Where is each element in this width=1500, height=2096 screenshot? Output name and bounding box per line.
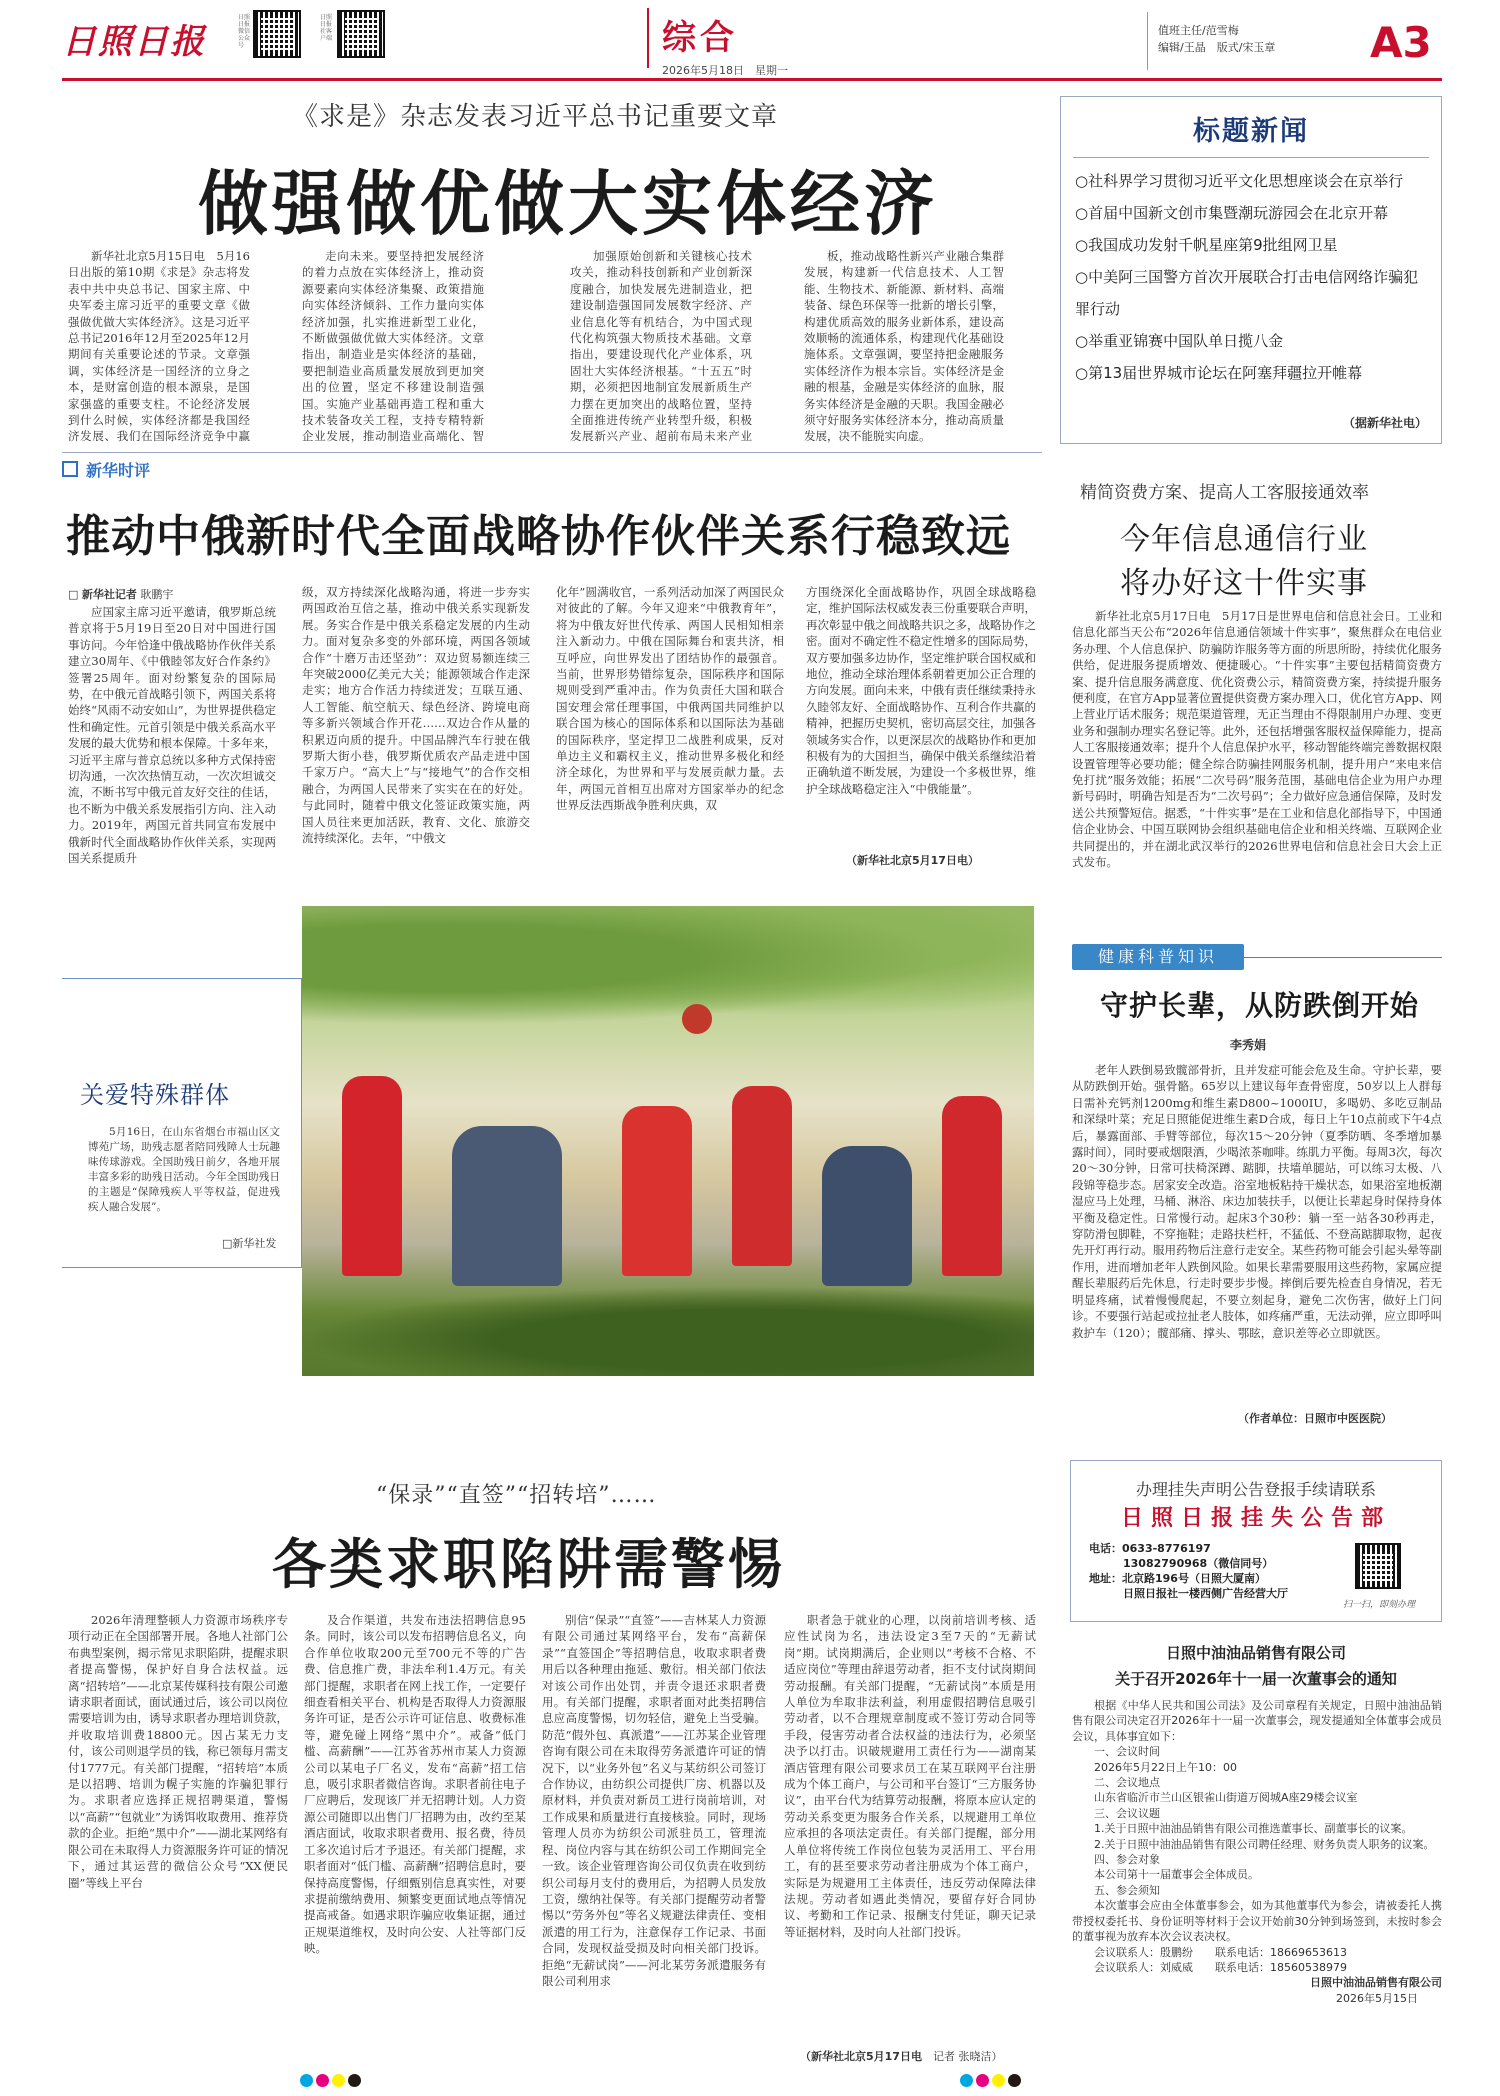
news-photo — [302, 906, 1034, 1376]
health-author: 李秀娟 — [1230, 1038, 1267, 1052]
volunteer-2 — [622, 1106, 692, 1276]
lost-notice-scan: 扫一扫，即刻办理 — [1343, 1600, 1416, 1610]
board-company: 日照中油油品销售有限公司 — [1165, 1644, 1346, 1662]
lead-col-1: 新华社北京5月15日电 5月16日出版的第10期《求是》杂志将发表中共中央总书记、国家主席、中央军委主席习近平的重要文章《做强做优做大实体经济》。这是习近平总书记2016年12月至2025年12月期间有关重要论述的节录。文章强调，实体经济是一国经济的立身之本，是财富创造的根本源泉，是国家强盛的重要支柱。不论经济发展到什么时候，实体经济都是我国经济发展、我们在国际经济竞争中赢 — [68, 249, 250, 444]
caption-text: 5月16日，在山东省烟台市福山区文博苑广场，助残志愿者陪同残障人士玩趣味传球游戏。全国助残日前夕，各地开展丰富多彩的助残日活动。今年全国助残日的主题是“保障残疾人平等权益，促进残疾人融合发展”。 — [88, 1126, 280, 1213]
register-dot — [300, 2074, 313, 2087]
commentary-tag-text: 新华时评 — [86, 461, 151, 480]
commentary-col-2: 级，双方持续深化战略沟通，将进一步夯实两国政治互信之基，推动中俄关系实现新发展。务实合作是中俄关系稳定发展的内生动力。面对复杂多变的外部环境，两国各领域合作“十磨万击还坚劲”：双边贸易额连续三年突破2000亿美元大关；能源领域合作走深走实；地方合作活力持续迸发；互联互通、人工智能、航空航天、绿色经济、跨境电商等多新兴领域合作开花……双边合作从量的积累迈向质的提升。中国品牌汽车行驶在俄罗斯大街小巷，俄罗斯优质农产品走进中国千家万户。“高大上”与“接地气”的合作交相融合，为两国人民带来了实实在在的好处。与此同时，随着中俄文化签证政策实施，两国人员往来更加活跃，教育、文化、旅游交流持续深化。去年，“中俄文 — [302, 585, 530, 846]
commentary-col-3: 化年”圆满收官，一系列活动加深了两国民众对彼此的了解。今年又迎来“中俄教育年”，将为中俄友好世代传承、两国人民相知相亲注入新动力。中俄在国际舞台和衷共济，相互呼应，向世界发出了团结协作的最强音。当前，世界形势错综复杂，国际秩序和国际规则受到严重冲击。作为负责任大国和联合国安理会常任理事国，中俄两国共同维护以联合国为核心的国际体系和以国际法为基础的国际秩序，坚定捍卫二战胜利成果，反对单边主义和霸权主义，推动世界多极化和经济全球化，为世界和平与发展贡献力量。去年，两国元首相互出席对方国家举办的纪念世界反法西斯战争胜利庆典，双 — [556, 585, 784, 813]
qr2-caption: 日照日报社客户端 — [320, 14, 333, 42]
list-item[interactable] — [1075, 229, 1431, 261]
health-body: 老年人跌倒易致髋部骨折，且并发症可能会危及生命。守护长辈，要从防跌倒开始。强骨骼。65岁以上建议每年查骨密度，50岁以上人群每日需补充钙剂1200mg和维生素D800~1000IU，多喝奶、多吃豆制品和深绿叶菜；充足日照能促进维生素D合成，每日上午10点前或下午4点后，暴露面部、手臂等部位，每次15～20分钟（夏季防晒、冬季增加暴露时间），同时要戒烟限酒，少喝浓茶咖啡。练肌力平衡。每周3次，每次20～30分钟，日常可扶椅深蹲、踮脚，扶墙单腿站，可以练习太极、八段锦等稳步态。居家安全改造。浴室地板粘持干燥状态，如果浴室地板潮湿应马上处理，马桶、淋浴、床边加装扶手，以便让长辈起身时保持身体平衡及稳定性。日常慢行动。起床3个30秒：躺一至一站各30秒再走，穿防滑包脚鞋，不穿拖鞋；走路扶栏杆，不猛低、不登高踮脚取物，起夜先开灯再行动。服用药物后注意行走安全。某些药物可能会引起头晕等副作用，进而增加老年人跌倒风险。如果长辈需要服用这些药物，家属应提醒长辈服药后先休息，行走时要步步慢。摔倒后要先检查自身情况，若无明显疼痛，试着慢慢爬起，不要立刻起身，避免二次伤害，做好上门问诊。不要强行站起或拉扯老人肢体，如疼痛严重，无法动弹，应立即呼叫救护车（120）；髋部痛、撑头、鄂眩，意识差等必立即就医。 — [1072, 1063, 1442, 1340]
register-dot — [316, 2074, 329, 2087]
commentary-headline: 推动中俄新时代全面战略协作伙伴关系行稳致远 — [66, 511, 1011, 562]
editor-info — [1158, 22, 1275, 56]
board-s5v: 本次董事会应由全体董事参会，如为其他董事代为参会，请被委托人携带授权委托书、身份证明等材料于会议开始前30分钟到场签到，未按时参会的董事视为放弃本次会议表决权。 — [1072, 1899, 1442, 1944]
byline-name: 耿鹏宇 — [140, 588, 174, 601]
health-tag-text: 健康科普知识 — [1097, 947, 1218, 966]
masthead-logo: 日照日报 — [62, 22, 206, 62]
layout-text: 版式/宋玉章 — [1216, 41, 1276, 54]
jobs-col-2: 及合作渠道，共发布违法招聘信息95条。同时，该公司以发布招聘信息名义，向合作单位收取200元至700元不等的广告费、信息推广费，非法牟利1.4万元。有关部门提醒，求职者在网上找工作，一定要仔细查看相关平台、机构是否取得人力资源服务许可证，是否公示许可证信息、收费标准等，避免碰上网络“黑中介”。戒备“低门槛、高薪酬”——江苏省苏州市某人力资源公司以某电子厂名义，发布“高薪”招工信息，吸引求职者微信咨询。求职者前往电子厂应聘后，发现该厂并无招聘计划。人力资源公司随即以出售门厂招聘为由，改约至某酒店面试，收取求职者费用、报名费，待员工多次追讨后才予退还。有关部门提醒，求职者面对“低门槛、高薪酬”招聘信息时，要保持高度警惕，仔细甄别信息真实性，对要求提前缴纳费用、频繁变更面试地点等情况提高戒备。如遇求职诈骗应收集证据，通过正规渠道维权，及时向公安、人社等部门反映。 — [304, 1613, 526, 1956]
health-headline: 守护长辈，从防跌倒开始 — [1100, 989, 1420, 1022]
telecom-kicker: 精简资费方案、提高人工客服接通效率 — [1080, 483, 1369, 503]
lost-notice-contacts — [1089, 1541, 1288, 1601]
addr-row — [1089, 1571, 1288, 1586]
lost-notice-dept: 日照日报挂失公告部 — [1120, 1506, 1391, 1531]
board-s1v: 2026年5月22日上午10：00 — [1094, 1760, 1237, 1774]
byline-label: 新华社记者 — [81, 588, 137, 601]
qr1-caption: 日照日报微信公众号 — [238, 14, 251, 49]
headlines-box-title: 标题新闻 — [1193, 116, 1309, 147]
headline-item-text: 第13届世界城市论坛在阿塞拜疆拉开帷幕 — [1088, 364, 1363, 382]
headlines-source: （据新华社电） — [1342, 416, 1427, 430]
jobs-reporter-label: 记者 — [932, 2050, 955, 2063]
masthead-vert-rule — [1147, 12, 1148, 70]
lost-notice-qr-icon — [1355, 1543, 1401, 1589]
board-date: 2026年5月15日 — [1336, 1991, 1418, 2005]
jobs-col-4: 职者急于就业的心理，以岗前培训考核、适应性试岗为名，违法设定3至7天的“无薪试岗”期。试岗期满后，企业则以“考核不合格、不适应岗位”等理由辞退劳动者，拒不支付试岗期间劳动报酬。有关部门提醒，“无薪试岗”本质是用人单位为牟取非法利益，利用虚假招聘信息吸引劳动者，以不合理规章制度或不签订劳动合同等手段，侵害劳动者合法权益的违法行为，必须坚决予以打击。识破规避用工责任行为——湖南某酒店管理有限公司要求员工在某互联网平台注册成为个体工商户，与公司和平台签订“三方服务协议”，由平台代为结算劳动报酬，将原本应认定的劳动关系变更为服务合作关系，以规避用工单位应承担的各项法定责任。有关部门提醒，部分用人单位将传统工作岗位包装为灵活用工、平台用工，有的甚至要求劳动者注册成为个体工商户，实际是为规避用工主体责任，违反劳动保障法律法规。劳动者如遇此类情况，要留存好合同协议、考勤和工作记录、报酬支付凭证，聊天记录等证据材料，及时向人社部门投诉。 — [784, 1613, 1036, 1939]
jobs-col-3: 别信“保录”“直签”——吉林某人力资源有限公司通过某网络平台，发布“高薪保录”“直签国企”等招聘信息，收取求职者费用后以各种理由拖延、敷衍。相关部门依法对该公司作出处罚，并责令退还求职者费用。有关部门提醒，求职者面对此类招聘信息应高度警惕，切勿轻信，避免上当受骗。防范“假外包、真派遣”——江苏某企业管理咨询有限公司在未取得劳务派遣许可证的情况下，以“业务外包”名义与某纺织公司签订合作协议，由纺织公司提供厂房、机器以及原材料，并负责对新员工进行岗前培训，对工作成果和质量进行直接核验。同时，现场管理人员亦为纺织公司派驻员工，管理流程、岗位内容与其在纺织公司工作期间完全一致。该企业管理咨询公司仅负责在收到纺织公司每月支付的费用后，为招聘人员发放工资，缴纳社保等。有关部门提醒劳动者警惕以“劳务外包”等名义规避法律责任、变相派遣的用工行为，注意保存工作记录、书面合同，发现权益受损及时向相关部门投诉。拒绝“无薪试岗”——河北某劳务派遣服务有限公司利用求 — [542, 1613, 766, 1988]
board-s5: 五、参会须知 — [1094, 1883, 1160, 1897]
register-dot — [1008, 2074, 1021, 2087]
editor-on-duty: 值班主任/范雪梅 — [1158, 24, 1239, 37]
jobs-dateline-text: （新华社北京5月17日电 — [800, 2050, 922, 2063]
weekday-text: 星期一 — [755, 64, 788, 77]
color-register-left — [300, 2072, 364, 2091]
health-tag-rule — [1244, 957, 1442, 958]
page-number: A3 — [1370, 18, 1432, 67]
lead-headline: 做强做优做大实体经济 — [198, 162, 938, 245]
headline-item-text: 举重亚锦赛中国队单日揽八金 — [1088, 332, 1284, 350]
headline-item-text: 首届中国新文创市集暨潮玩游园会在北京开幕 — [1088, 204, 1389, 222]
volunteer-1 — [342, 1076, 402, 1276]
board-title: 关于召开2026年十一届一次董事会的通知 — [1115, 1670, 1397, 1688]
board-intro: 根据《中华人民共和国公司法》及公司章程有关规定，日照中油油品销售有限公司决定召开2026年十一届一次董事会，现发提通知全体董事会成员会议，具体事宜如下： — [1072, 1699, 1442, 1743]
masthead-divider — [647, 8, 649, 68]
board-contact-1: 会议联系人：殷鹏纷 联系电话：18669653613 — [1094, 1945, 1347, 1959]
ball — [682, 1004, 712, 1034]
qr-code-2-icon — [337, 10, 385, 58]
board-s4: 四、参会对象 — [1094, 1853, 1160, 1867]
phone-row — [1089, 1541, 1288, 1556]
circle-bullet-icon: ○ — [1075, 236, 1089, 254]
register-dot — [992, 2074, 1005, 2087]
headlines-box — [1060, 96, 1442, 444]
headlines-title-rule — [1073, 157, 1429, 158]
health-author-unit: （作者单位：日照市中医医院） — [1238, 1412, 1392, 1425]
commentary-byline — [68, 586, 173, 602]
circle-bullet-icon: ○ — [1075, 268, 1089, 286]
lead-col-3: 加强原始创新和关键核心技术攻关，推动科技创新和产业创新深度融合，加快发展先进制造业，把建设制造强国同发展数字经济、产业信息化等有机结合，为中国式现代化构筑强大物质技术基础。文章指出，要建设现代化产业体系，巩固壮大实体经济根基。“十五五”时期，必须把因地制宜发展新质生产力摆在更加突出的战略位置，坚持全面推进传统产业转型升级，积极发展新兴产业、超前布局未来产业 — [570, 249, 752, 444]
circle-bullet-icon: ○ — [1075, 172, 1089, 190]
board-contact-2: 会议联系人：刘威威 联系电话：18560538979 — [1094, 1960, 1347, 1974]
register-dot — [960, 2074, 973, 2087]
list-item[interactable] — [1075, 357, 1431, 389]
telecom-body: 新华社北京5月17日电 5月17日是世界电信和信息社会日。工业和信息化部当天公布“2026年信息通信领域十件实事”，聚焦群众在电信业务办理、个人信息保护、防骗防诈服务等方面的所思所盼，持续优化服务供给，促进服务提质增效、便捷暖心。“十件实事”主要包括精简资费方案、提升信息服务满意度、优化资费公示，精简资费方案，持续提升服务便利度，在官方App显著位置提供资费方案办理入口，优化官方App、网上营业厅话术服务；规范渠道管理，无正当理由不得限制用户办理、变更业务和强制办理实名登记等。此外，还包括增强客服权益保障能力，提高人工客服接通效率；提升个人信息保护水平，移动智能终端完善数据权限设置管理等必要功能；健全综合防骗挂网服务机制，提升用户“来电来信免打扰”服务效能；拓展“二次号码”服务范围，基础电信企业为用户办理新号码时，明确告知是否为“二次号码”；全力做好应急通信保障，及时发送公共预警短信。据悉，“十件实事”是在工业和信息化部指导下，中国通信企业协会、中国互联网协会组织基础电信企业和相关终端、互联网企业共同提出的，并在湖北武汉举行的2026世界电信和信息社会日大会上正式发布。 — [1072, 609, 1442, 870]
addr-row-2: 日照日报社一楼西侧广告经营大厅 — [1123, 1587, 1288, 1600]
register-dot — [976, 2074, 989, 2087]
board-s3v1: 1.关于日照中油油品销售有限公司推选董事长、副董事长的议案。 — [1094, 1822, 1413, 1836]
qr-code-1-icon — [253, 10, 301, 58]
board-sign: 日照中油油品销售有限公司 — [1310, 1976, 1442, 1990]
jobs-reporter-name: 张晓洁） — [958, 2050, 1003, 2063]
lead-col-2: 走向未来。要坚持把发展经济的着力点放在实体经济上，推动资源要素向实体经济集聚、政策措施向实体经济倾斜、工作力量向实体经济加强，扎实推进新型工业化，不断做强做优做大实体经济。文章指出，制造业是实体经济的基础，要把制造业高质量发展放到更加突出的位置，坚定不移建设制造强国。实施产业基础再造工程和重大技术装备攻关工程，支持专精特新企业发展，推动制造业高端化、智 — [302, 249, 484, 444]
byline-square-icon: □ — [68, 588, 79, 601]
circle-bullet-icon: ○ — [1075, 364, 1089, 382]
board-s2: 二、会议地点 — [1094, 1776, 1160, 1790]
list-item[interactable] — [1075, 165, 1431, 197]
commentary-col-1: 应国家主席习近平邀请，俄罗斯总统普京将于5月19日至20日对中国进行国事访问。今年恰逢中俄战略协作伙伴关系建立30周年、《中俄睦邻友好合作条约》签署25周年。面对纷繁复杂的国际局势，在中俄元首战略引领下，两国关系将始终“风雨不动安如山”，为世界提供稳定性和确定性。元首引领是中俄关系高水平发展的最大优势和根本保障。十多年来，习近平主席与普京总统以多种方式保持密切沟通，一次次热情互动，一次次坦诚交流，不断书写中俄元首友好交往的佳话，也不断为中俄关系发展指引方向、注入动力。2019年，两国元首共同宣布发展中俄新时代全面战略协作伙伴关系，实现两国关系提质升 — [68, 605, 276, 866]
list-item[interactable] — [1075, 197, 1431, 229]
phone-label: 电话： — [1089, 1542, 1122, 1555]
headline-item-text: 中美阿三国警方首次开展联合打击电信网络诈骗犯罪行动 — [1075, 268, 1419, 318]
board-s3: 三、会议议题 — [1094, 1806, 1160, 1820]
issue-date — [662, 62, 788, 78]
telecom-headline-2: 将办好这十件实事 — [1120, 566, 1368, 601]
lost-notice-box — [1070, 1460, 1442, 1622]
headlines-list — [1075, 165, 1431, 389]
board-body — [1072, 1698, 1442, 2006]
circle-bullet-icon: ○ — [1075, 204, 1089, 222]
commentary-tag — [62, 458, 150, 481]
lost-notice-title: 办理挂失声明公告登报手续请联系 — [1135, 1480, 1376, 1499]
person-wheelchair — [452, 1126, 562, 1286]
phone-1: 0633-8776197 — [1122, 1542, 1211, 1555]
date-text: 2026年5月18日 — [662, 64, 744, 77]
list-item[interactable] — [1075, 325, 1431, 357]
health-tag — [1072, 944, 1244, 970]
commentary-dateline: （新华社北京5月17日电） — [846, 854, 979, 867]
section-name: 综合 — [662, 18, 738, 58]
headline-item-text: 社科界学习贯彻习近平文化思想座谈会在京举行 — [1088, 172, 1404, 190]
board-s4v: 本公司第十一届董事会全体成员。 — [1094, 1868, 1259, 1882]
tree-canopy — [302, 906, 1034, 1036]
list-item[interactable] — [1075, 261, 1431, 325]
color-register-right — [960, 2072, 1024, 2091]
caption-title: 关爱特殊群体 — [80, 1081, 230, 1109]
headline-item-text: 我国成功发射千帆星座第9批组网卫星 — [1088, 236, 1338, 254]
phone-row-2: 13082790968（微信同号） — [1123, 1557, 1274, 1570]
commentary-col-4: 方围绕深化全面战略协作，巩固全球战略稳定，维护国际法权威发表三份重要联合声明，再次彰显中俄之间战略共识之多，战略协作之密。面对不确定性不稳定性增多的国际局势，双方要加强多边协作，坚定维护联合国权威和地位，推动全球治理体系朝着更加公正合理的方向发展。面向未来，中俄有责任继续秉持永久睦邻友好、全面战略协作、互利合作共赢的精神，把握历史契机，密切高层交往，加强各领域务实合作，以更深层次的战略协作和更加积极有为的大国担当，确保中俄关系继续沿着正确轨道不断发展，为建设一个多极世界，维护全球战略稳定注入“中俄能量”。 — [806, 585, 1036, 796]
masthead-rule — [62, 78, 1442, 81]
jobs-col-1: 2026年清理整顿人力资源市场秩序专项行动正在全国部署开展。各地人社部门公布典型案例，揭示常见求职陷阱，提醒求职者提高警惕，保护好自身合法权益。远离“招转培”——北京某传媒科技有限公司邀请求职者面试，面试通过后，该公司以岗位需要培训为由，诱导求职者办理培训贷款，并收取培训费18800元。因占某无力支付，该公司则退学员的钱，称已领每月需支付1777元。有关部门提醒，“招转培”本质是以招聘、培训为幌子实施的诈骗犯罪行为。求职者应选择正规招聘渠道，警惕以“高薪”“包就业”为诱饵收取费用、推荐贷款的企业。拒绝“黑中介”——湖北某网络有限公司在未取得人力资源服务许可证的情况下，通过其运营的微信公众号“XX便民圈”等线上平台 — [68, 1613, 288, 1890]
square-tag-icon — [62, 461, 78, 477]
editor-text: 编辑/王晶 — [1158, 41, 1206, 54]
lead-col-4: 板，推动战略性新兴产业融合集群发展，构建新一代信息技术、人工智能、生物技术、新能源、新材料、高端装备、绿色环保等一批新的增长引擎，构建优质高效的服务业新体系，建设高效顺畅的流通体系，构建现代化基础设施体系。文章强调，要坚持把金融服务实体经济作为根本宗旨。实体经济是金融的根基，金融是实体经济的血脉，服务实体经济是金融的天职。我国金融必须守好服务实体经济本分，推动高质量发展，决不能脱实向虚。 — [804, 249, 1004, 444]
telecom-headline-1: 今年信息通信行业 — [1120, 522, 1368, 557]
commentary-top-rule — [62, 452, 1042, 453]
register-dot — [332, 2074, 345, 2087]
board-s1: 一、会议时间 — [1094, 1745, 1160, 1759]
register-dot — [348, 2074, 361, 2087]
editor-names — [1158, 39, 1275, 56]
jobs-headline: 各类求职陷阱需警惕 — [272, 1532, 785, 1596]
caption-credit: □新华社发 — [222, 1237, 277, 1250]
caption-box — [62, 978, 302, 1268]
circle-bullet-icon: ○ — [1075, 332, 1089, 350]
foreground-foliage — [302, 1286, 1034, 1376]
volunteer-4 — [942, 1096, 1002, 1276]
board-s3v2: 2.关于日照中油油品销售有限公司聘任经理、财务负责人职务的议案。 — [1094, 1837, 1435, 1851]
person-seated — [822, 1146, 912, 1286]
volunteer-3 — [732, 1086, 792, 1266]
addr-label: 地址： — [1089, 1572, 1122, 1585]
lead-kicker: 《求是》杂志发表习近平总书记重要文章 — [292, 102, 779, 132]
jobs-kicker: “保录”“直签”“招转培”…… — [376, 1483, 657, 1508]
addr-1: 北京路196号（日照大厦南） — [1122, 1572, 1266, 1585]
board-s2v: 山东省临沂市兰山区银雀山街道万阅城A座29楼会议室 — [1094, 1791, 1358, 1805]
jobs-dateline — [800, 2048, 1002, 2064]
